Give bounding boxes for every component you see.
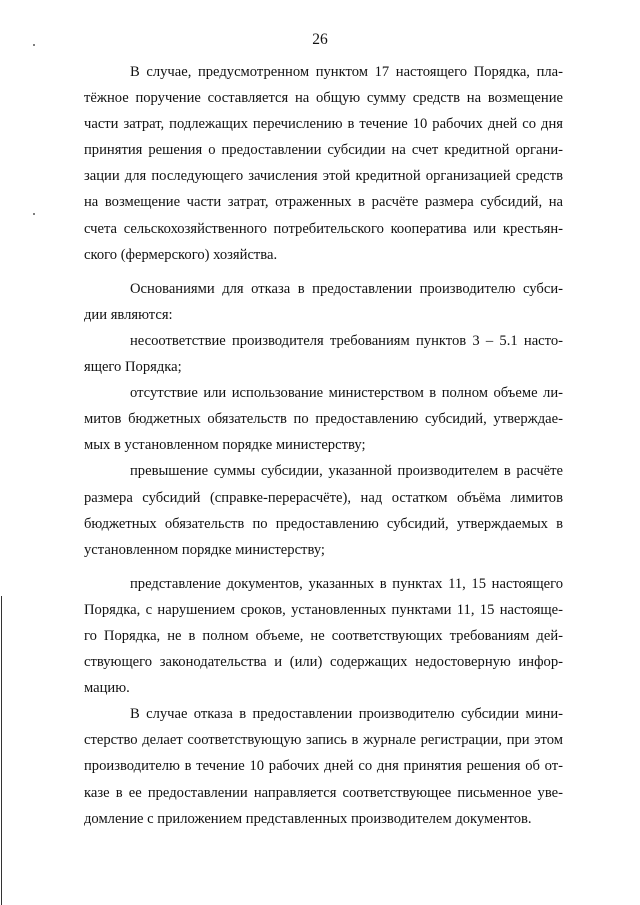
text-line: казе в ее предоставлении направляется соответствующее письменное уве-: [84, 784, 563, 801]
text-line: мацию.: [84, 680, 130, 697]
text-line: установленном порядке министерству;: [84, 541, 325, 558]
text-line: митов бюджетных обязательств по предоставлению субсидий, утверждае-: [84, 411, 563, 428]
text-line: отсутствие или использование министерством в полном объеме ли-: [130, 385, 563, 402]
text-line: ящего Порядка;: [84, 359, 182, 376]
text-line: несоответствие производителя требованиям пунктов 3 – 5.1 насто-: [130, 332, 563, 349]
body-text: [84, 59, 563, 832]
text-line: В случае, предусмотренном пунктом 17 настоящего Порядка, пла-: [130, 64, 563, 80]
text-line: зации для последующего зачисления этой кредитной организацией средств: [84, 168, 563, 185]
paragraph-refusal-grounds: [84, 276, 563, 328]
scan-edge-line: [1, 596, 2, 905]
text-line: мых в установленном порядке министерству;: [84, 437, 366, 454]
text-line: ствующего законодательства и (или) содержащих недостоверную инфор-: [84, 654, 563, 671]
text-line: счета сельскохозяйственного потребительского кооператива или крестьян-: [84, 220, 563, 237]
text-line: представление документов, указанных в пунктах 11, 15 настоящего: [130, 575, 563, 592]
text-line: Основаниями для отказа в предоставлении производителю субси-: [130, 280, 563, 297]
paragraph-payment-order: [84, 59, 563, 268]
text-line: В случае отказа в предоставлении производителю субсидии мини-: [130, 706, 563, 723]
text-line: превышение суммы субсидии, указанной производителем в расчёте: [130, 463, 563, 480]
list-item-documents-violation: [84, 571, 563, 701]
text-line: производителю в течение 10 рабочих дней со дня принятия решения об от-: [84, 758, 563, 775]
list-item-excess-amount: [84, 458, 563, 562]
text-line: тёжное поручение составляется на общую сумму средств на возмещение: [84, 90, 563, 107]
text-line: Порядка, с нарушением сроков, установленных пунктами 11, 15 настояще-: [84, 601, 563, 618]
text-line: дии являются:: [84, 306, 173, 323]
text-line: размера субсидий (справке-перерасчёте), над остатком объёма лимитов: [84, 489, 563, 506]
text-line: бюджетных обязательств по предоставлению субсидий, утверждаемых в: [84, 515, 563, 532]
text-line: части затрат, подлежащих перечислению в течение 10 рабочих дней со дня: [84, 116, 563, 133]
scan-speck: [33, 213, 35, 215]
list-item-limits-absent: [84, 380, 563, 458]
paragraph-refusal-notice: [84, 701, 563, 831]
text-line: стерство делает соответствующую запись в журнале регистрации, при этом: [84, 732, 563, 749]
list-item-noncompliance: [84, 328, 563, 380]
text-line: го Порядка, не в полном объеме, не соответствующих требованиям дей-: [84, 627, 563, 644]
text-line: на возмещение части затрат, отраженных в расчёте размера субсидий, на: [84, 194, 563, 211]
scan-speck: [33, 44, 35, 46]
page-number: 26: [312, 31, 328, 48]
text-line: ского (фермерского) хозяйства.: [84, 246, 278, 263]
text-line: принятия решения о предоставлении субсидии на счет кредитной органи-: [84, 142, 563, 159]
text-line: домление с приложением представленных производителем документов.: [84, 810, 532, 827]
